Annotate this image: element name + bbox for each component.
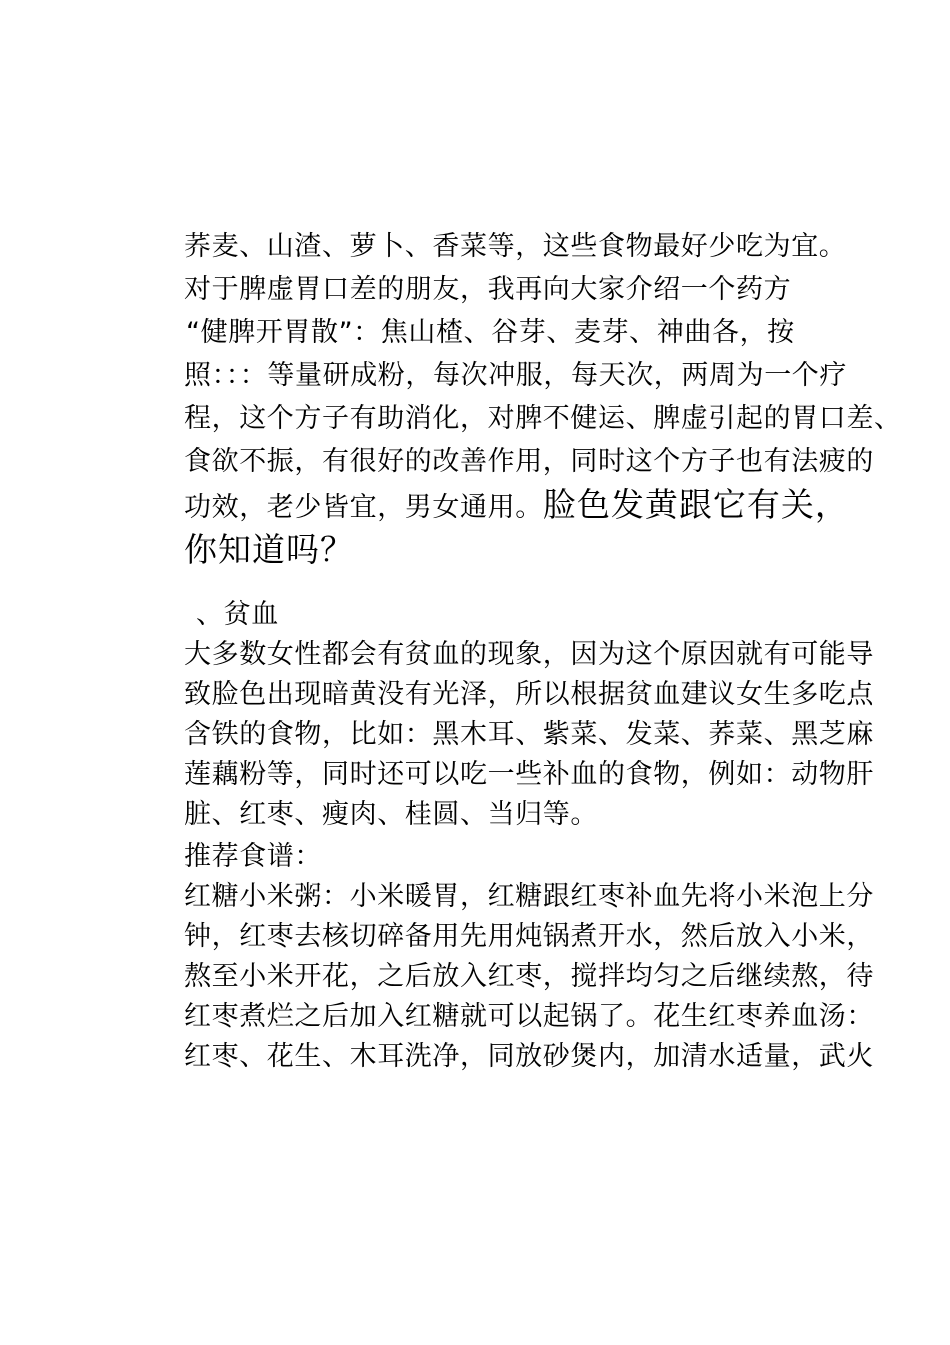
body-text-line: 熬至小米开花，之后放入红枣，搅拌均匀之后继续熬，待	[184, 961, 874, 992]
body-text-line: 食欲不振，有很好的改善作用，同时这个方子也有法疲的	[184, 446, 874, 477]
body-text-line: 照：：：等量研成粉，每次冲服，每天次，两周为一个疗	[184, 360, 847, 391]
body-text-line: 致脸色出现暗黄没有光泽，所以根据贫血建议女生多吃点	[184, 679, 874, 710]
body-text-line: 大多数女性都会有贫血的现象，因为这个原因就有可能导	[184, 639, 874, 670]
body-text-line: 钟，红枣去核切碎备用先用炖锅煮开水，然后放入小米，	[184, 921, 874, 952]
body-text-line: 红枣、花生、木耳洗净，同放砂煲内，加清水适量，武火	[184, 1041, 874, 1072]
body-text-line: 红糖小米粥：小米暖胃，红糖跟红枣补血先将小米泡上分	[184, 881, 874, 912]
article-heading: 脸色发黄跟它有关，	[542, 485, 849, 524]
body-text-line-with-heading	[184, 485, 849, 525]
section-title: 、贫血	[196, 599, 279, 630]
body-text-line: 脏、红枣、瘦肉、桂圆、当归等。	[184, 799, 598, 830]
body-text-line: 莲藕粉等，同时还可以吃一些补血的食物，例如：动物肝	[184, 759, 874, 790]
body-text-line: 含铁的食物，比如：黑木耳、紫菜、发菜、荞菜、黑芝麻	[184, 719, 874, 750]
body-text-fragment: 功效，老少皆宜，男女通用。	[184, 492, 543, 523]
recipe-title: 推荐食谱：	[184, 841, 322, 872]
body-text-line: “健脾开胃散”：焦山楂、谷芽、麦芽、神曲各，按	[186, 317, 795, 348]
body-text-line: 红枣煮烂之后加入红糖就可以起锅了。花生红枣养血汤：	[184, 1001, 874, 1032]
body-text-line: 荞麦、山渣、萝卜、香菜等，这些食物最好少吃为宜。	[184, 231, 847, 262]
body-text-line: 程，这个方子有助消化，对脾不健运、脾虚引起的胃口差、	[184, 403, 902, 434]
body-text-line: 对于脾虚胃口差的朋友，我再向大家介绍一个药方	[184, 274, 792, 305]
article-heading-continued: 你知道吗？	[184, 530, 354, 569]
